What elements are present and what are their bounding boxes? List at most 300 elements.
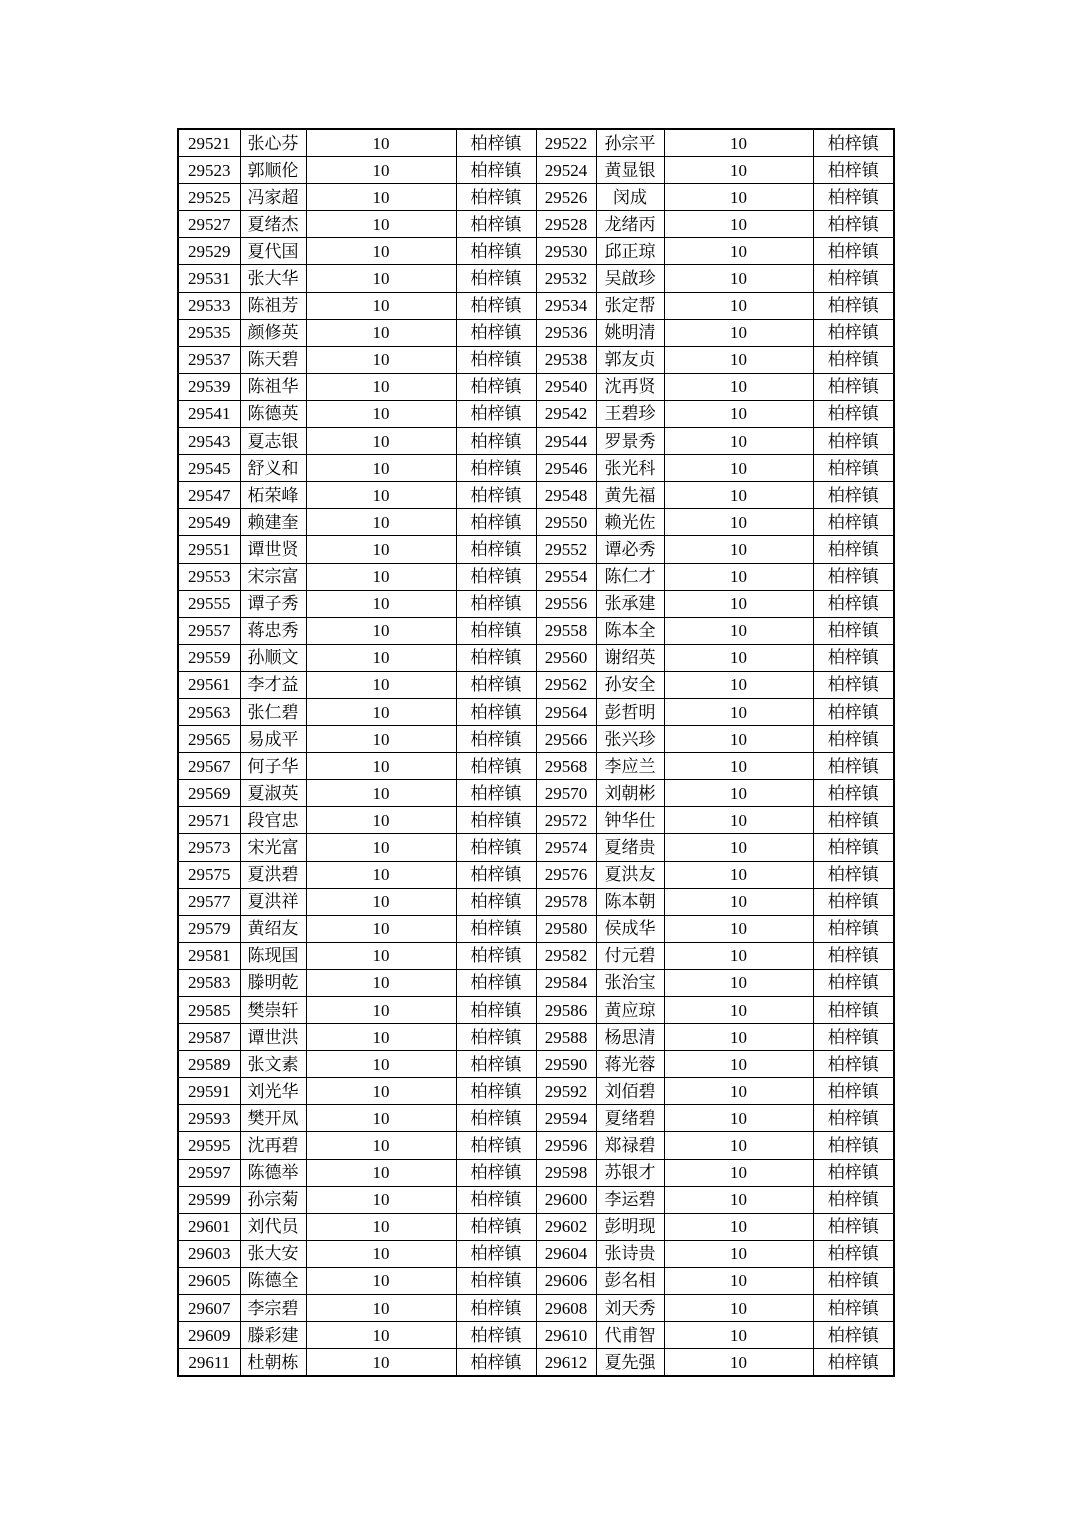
- id-cell: 29551: [178, 536, 240, 563]
- town-cell: 柏梓镇: [813, 644, 894, 671]
- id-cell: 29591: [178, 1078, 240, 1105]
- id-cell: 29552: [536, 536, 596, 563]
- id-cell: 29571: [178, 807, 240, 834]
- table-row: [178, 509, 894, 536]
- town-cell: 柏梓镇: [456, 726, 536, 753]
- name-cell: 张定帮: [596, 292, 664, 319]
- name-cell: 夏洪碧: [240, 861, 306, 888]
- town-cell: 柏梓镇: [456, 1186, 536, 1213]
- value-cell: 10: [664, 211, 813, 238]
- name-cell: 赖光佐: [596, 509, 664, 536]
- id-cell: 29585: [178, 997, 240, 1024]
- value-cell: 10: [664, 1295, 813, 1322]
- id-cell: 29559: [178, 644, 240, 671]
- value-cell: 10: [306, 1295, 456, 1322]
- name-cell: 张大华: [240, 265, 306, 292]
- name-cell: 侯成华: [596, 915, 664, 942]
- id-cell: 29526: [536, 184, 596, 211]
- table-row: [178, 671, 894, 698]
- id-cell: 29589: [178, 1051, 240, 1078]
- value-cell: 10: [306, 1213, 456, 1240]
- table-row: [178, 1051, 894, 1078]
- name-cell: 舒义和: [240, 455, 306, 482]
- name-cell: 陈仁才: [596, 563, 664, 590]
- value-cell: 10: [306, 211, 456, 238]
- id-cell: 29547: [178, 482, 240, 509]
- table-row: [178, 1078, 894, 1105]
- name-cell: 夏先强: [596, 1349, 664, 1377]
- value-cell: 10: [306, 482, 456, 509]
- table-row: [178, 1349, 894, 1377]
- value-cell: 10: [306, 184, 456, 211]
- value-cell: 10: [306, 861, 456, 888]
- value-cell: 10: [664, 671, 813, 698]
- town-cell: 柏梓镇: [456, 1132, 536, 1159]
- table-row: [178, 617, 894, 644]
- value-cell: 10: [664, 428, 813, 455]
- id-cell: 29594: [536, 1105, 596, 1132]
- id-cell: 29601: [178, 1213, 240, 1240]
- table-row: [178, 1322, 894, 1349]
- name-cell: 夏绪碧: [596, 1105, 664, 1132]
- town-cell: 柏梓镇: [456, 346, 536, 373]
- table-row: [178, 888, 894, 915]
- id-cell: 29555: [178, 590, 240, 617]
- name-cell: 张光科: [596, 455, 664, 482]
- value-cell: 10: [306, 780, 456, 807]
- name-cell: 何子华: [240, 753, 306, 780]
- town-cell: 柏梓镇: [456, 129, 536, 157]
- value-cell: 10: [306, 428, 456, 455]
- id-cell: 29563: [178, 698, 240, 725]
- name-cell: 夏淑英: [240, 780, 306, 807]
- table-row: [178, 1159, 894, 1186]
- id-cell: 29577: [178, 888, 240, 915]
- town-cell: 柏梓镇: [813, 753, 894, 780]
- town-cell: 柏梓镇: [813, 1105, 894, 1132]
- id-cell: 29544: [536, 428, 596, 455]
- name-cell: 赖建奎: [240, 509, 306, 536]
- value-cell: 10: [306, 915, 456, 942]
- name-cell: 吴啟珍: [596, 265, 664, 292]
- table-row: [178, 238, 894, 265]
- id-cell: 29521: [178, 129, 240, 157]
- id-cell: 29612: [536, 1349, 596, 1377]
- id-cell: 29599: [178, 1186, 240, 1213]
- value-cell: 10: [664, 753, 813, 780]
- name-cell: 龙绪丙: [596, 211, 664, 238]
- name-cell: 张兴珍: [596, 726, 664, 753]
- name-cell: 邱正琼: [596, 238, 664, 265]
- town-cell: 柏梓镇: [456, 400, 536, 427]
- value-cell: 10: [306, 807, 456, 834]
- value-cell: 10: [306, 238, 456, 265]
- town-cell: 柏梓镇: [456, 509, 536, 536]
- town-cell: 柏梓镇: [456, 1078, 536, 1105]
- town-cell: 柏梓镇: [813, 1322, 894, 1349]
- id-cell: 29609: [178, 1322, 240, 1349]
- town-cell: 柏梓镇: [813, 780, 894, 807]
- town-cell: 柏梓镇: [813, 915, 894, 942]
- table-row: [178, 1295, 894, 1322]
- id-cell: 29532: [536, 265, 596, 292]
- name-cell: 樊开凤: [240, 1105, 306, 1132]
- town-cell: 柏梓镇: [813, 1159, 894, 1186]
- value-cell: 10: [664, 1186, 813, 1213]
- value-cell: 10: [664, 1159, 813, 1186]
- town-cell: 柏梓镇: [813, 563, 894, 590]
- name-cell: 蒋光蓉: [596, 1051, 664, 1078]
- town-cell: 柏梓镇: [456, 915, 536, 942]
- name-cell: 彭明现: [596, 1213, 664, 1240]
- id-cell: 29584: [536, 969, 596, 996]
- table-row: [178, 265, 894, 292]
- id-cell: 29590: [536, 1051, 596, 1078]
- town-cell: 柏梓镇: [813, 211, 894, 238]
- town-cell: 柏梓镇: [456, 1349, 536, 1377]
- name-cell: 滕彩建: [240, 1322, 306, 1349]
- value-cell: 10: [306, 455, 456, 482]
- town-cell: 柏梓镇: [813, 509, 894, 536]
- id-cell: 29596: [536, 1132, 596, 1159]
- name-cell: 黄应琼: [596, 997, 664, 1024]
- id-cell: 29610: [536, 1322, 596, 1349]
- value-cell: 10: [664, 184, 813, 211]
- name-cell: 冯家超: [240, 184, 306, 211]
- value-cell: 10: [664, 1240, 813, 1267]
- id-cell: 29538: [536, 346, 596, 373]
- name-cell: 宋光富: [240, 834, 306, 861]
- value-cell: 10: [664, 1024, 813, 1051]
- id-cell: 29535: [178, 319, 240, 346]
- id-cell: 29541: [178, 400, 240, 427]
- table-row: [178, 1024, 894, 1051]
- id-cell: 29611: [178, 1349, 240, 1377]
- roster-table-container: [177, 128, 895, 1377]
- name-cell: 张心芬: [240, 129, 306, 157]
- town-cell: 柏梓镇: [813, 1132, 894, 1159]
- value-cell: 10: [664, 780, 813, 807]
- value-cell: 10: [664, 265, 813, 292]
- table-row: [178, 1105, 894, 1132]
- town-cell: 柏梓镇: [813, 1078, 894, 1105]
- name-cell: 夏绪贵: [596, 834, 664, 861]
- town-cell: 柏梓镇: [813, 1349, 894, 1377]
- town-cell: 柏梓镇: [456, 942, 536, 969]
- name-cell: 杨思清: [596, 1024, 664, 1051]
- value-cell: 10: [306, 373, 456, 400]
- id-cell: 29572: [536, 807, 596, 834]
- id-cell: 29593: [178, 1105, 240, 1132]
- town-cell: 柏梓镇: [813, 997, 894, 1024]
- id-cell: 29550: [536, 509, 596, 536]
- value-cell: 10: [664, 698, 813, 725]
- value-cell: 10: [664, 590, 813, 617]
- town-cell: 柏梓镇: [813, 346, 894, 373]
- id-cell: 29576: [536, 861, 596, 888]
- town-cell: 柏梓镇: [456, 1105, 536, 1132]
- table-row: [178, 1267, 894, 1294]
- value-cell: 10: [306, 346, 456, 373]
- value-cell: 10: [306, 834, 456, 861]
- table-row: [178, 400, 894, 427]
- town-cell: 柏梓镇: [456, 590, 536, 617]
- value-cell: 10: [664, 292, 813, 319]
- id-cell: 29545: [178, 455, 240, 482]
- value-cell: 10: [306, 536, 456, 563]
- table-row: [178, 211, 894, 238]
- town-cell: 柏梓镇: [813, 969, 894, 996]
- town-cell: 柏梓镇: [813, 590, 894, 617]
- name-cell: 蒋忠秀: [240, 617, 306, 644]
- id-cell: 29534: [536, 292, 596, 319]
- town-cell: 柏梓镇: [456, 807, 536, 834]
- id-cell: 29548: [536, 482, 596, 509]
- value-cell: 10: [306, 1078, 456, 1105]
- value-cell: 10: [664, 861, 813, 888]
- value-cell: 10: [306, 671, 456, 698]
- value-cell: 10: [664, 346, 813, 373]
- table-row: [178, 1213, 894, 1240]
- id-cell: 29570: [536, 780, 596, 807]
- id-cell: 29527: [178, 211, 240, 238]
- value-cell: 10: [306, 1240, 456, 1267]
- value-cell: 10: [664, 807, 813, 834]
- name-cell: 张仁碧: [240, 698, 306, 725]
- name-cell: 代甫智: [596, 1322, 664, 1349]
- table-row: [178, 807, 894, 834]
- town-cell: 柏梓镇: [456, 184, 536, 211]
- name-cell: 谭必秀: [596, 536, 664, 563]
- town-cell: 柏梓镇: [456, 753, 536, 780]
- name-cell: 李应兰: [596, 753, 664, 780]
- town-cell: 柏梓镇: [813, 671, 894, 698]
- id-cell: 29528: [536, 211, 596, 238]
- name-cell: 夏代国: [240, 238, 306, 265]
- value-cell: 10: [664, 726, 813, 753]
- table-row: [178, 292, 894, 319]
- id-cell: 29604: [536, 1240, 596, 1267]
- id-cell: 29588: [536, 1024, 596, 1051]
- id-cell: 29587: [178, 1024, 240, 1051]
- town-cell: 柏梓镇: [813, 184, 894, 211]
- table-row: [178, 319, 894, 346]
- name-cell: 陈祖芳: [240, 292, 306, 319]
- id-cell: 29608: [536, 1295, 596, 1322]
- value-cell: 10: [306, 157, 456, 184]
- id-cell: 29536: [536, 319, 596, 346]
- name-cell: 孙宗菊: [240, 1186, 306, 1213]
- town-cell: 柏梓镇: [456, 319, 536, 346]
- id-cell: 29525: [178, 184, 240, 211]
- value-cell: 10: [664, 400, 813, 427]
- id-cell: 29600: [536, 1186, 596, 1213]
- name-cell: 宋宗富: [240, 563, 306, 590]
- id-cell: 29592: [536, 1078, 596, 1105]
- id-cell: 29607: [178, 1295, 240, 1322]
- town-cell: 柏梓镇: [813, 400, 894, 427]
- value-cell: 10: [664, 1349, 813, 1377]
- town-cell: 柏梓镇: [456, 211, 536, 238]
- name-cell: 李才益: [240, 671, 306, 698]
- town-cell: 柏梓镇: [813, 536, 894, 563]
- town-cell: 柏梓镇: [813, 292, 894, 319]
- name-cell: 郭顺伦: [240, 157, 306, 184]
- id-cell: 29560: [536, 644, 596, 671]
- name-cell: 孙安全: [596, 671, 664, 698]
- id-cell: 29569: [178, 780, 240, 807]
- table-row: [178, 1132, 894, 1159]
- id-cell: 29605: [178, 1267, 240, 1294]
- town-cell: 柏梓镇: [456, 1213, 536, 1240]
- id-cell: 29530: [536, 238, 596, 265]
- table-row: [178, 969, 894, 996]
- name-cell: 陈德全: [240, 1267, 306, 1294]
- value-cell: 10: [306, 997, 456, 1024]
- id-cell: 29566: [536, 726, 596, 753]
- town-cell: 柏梓镇: [456, 1024, 536, 1051]
- table-row: [178, 373, 894, 400]
- town-cell: 柏梓镇: [813, 1051, 894, 1078]
- id-cell: 29564: [536, 698, 596, 725]
- value-cell: 10: [664, 644, 813, 671]
- value-cell: 10: [664, 319, 813, 346]
- name-cell: 陈本全: [596, 617, 664, 644]
- name-cell: 刘代员: [240, 1213, 306, 1240]
- value-cell: 10: [306, 1024, 456, 1051]
- id-cell: 29573: [178, 834, 240, 861]
- id-cell: 29557: [178, 617, 240, 644]
- name-cell: 闵成: [596, 184, 664, 211]
- table-row: [178, 482, 894, 509]
- value-cell: 10: [306, 563, 456, 590]
- id-cell: 29546: [536, 455, 596, 482]
- name-cell: 谭子秀: [240, 590, 306, 617]
- name-cell: 郑禄碧: [596, 1132, 664, 1159]
- name-cell: 沈再贤: [596, 373, 664, 400]
- value-cell: 10: [306, 292, 456, 319]
- table-row: [178, 942, 894, 969]
- id-cell: 29556: [536, 590, 596, 617]
- value-cell: 10: [664, 834, 813, 861]
- table-row: [178, 129, 894, 157]
- table-row: [178, 1240, 894, 1267]
- name-cell: 谭世贤: [240, 536, 306, 563]
- value-cell: 10: [306, 1267, 456, 1294]
- value-cell: 10: [664, 563, 813, 590]
- name-cell: 姚明清: [596, 319, 664, 346]
- town-cell: 柏梓镇: [456, 292, 536, 319]
- town-cell: 柏梓镇: [456, 997, 536, 1024]
- id-cell: 29537: [178, 346, 240, 373]
- name-cell: 夏洪友: [596, 861, 664, 888]
- id-cell: 29531: [178, 265, 240, 292]
- table-row: [178, 726, 894, 753]
- value-cell: 10: [306, 888, 456, 915]
- name-cell: 颜修英: [240, 319, 306, 346]
- id-cell: 29597: [178, 1159, 240, 1186]
- town-cell: 柏梓镇: [813, 1186, 894, 1213]
- value-cell: 10: [664, 238, 813, 265]
- value-cell: 10: [664, 509, 813, 536]
- value-cell: 10: [306, 590, 456, 617]
- town-cell: 柏梓镇: [813, 807, 894, 834]
- value-cell: 10: [664, 1078, 813, 1105]
- name-cell: 陈现国: [240, 942, 306, 969]
- town-cell: 柏梓镇: [813, 698, 894, 725]
- id-cell: 29522: [536, 129, 596, 157]
- value-cell: 10: [664, 915, 813, 942]
- name-cell: 夏绪杰: [240, 211, 306, 238]
- id-cell: 29529: [178, 238, 240, 265]
- town-cell: 柏梓镇: [813, 157, 894, 184]
- name-cell: 付元碧: [596, 942, 664, 969]
- value-cell: 10: [306, 509, 456, 536]
- value-cell: 10: [664, 1213, 813, 1240]
- town-cell: 柏梓镇: [456, 1051, 536, 1078]
- town-cell: 柏梓镇: [813, 428, 894, 455]
- id-cell: 29561: [178, 671, 240, 698]
- name-cell: 杜朝栋: [240, 1349, 306, 1377]
- town-cell: 柏梓镇: [813, 1024, 894, 1051]
- roster-table-body: [178, 129, 894, 1376]
- town-cell: 柏梓镇: [813, 1295, 894, 1322]
- table-row: [178, 834, 894, 861]
- value-cell: 10: [664, 1051, 813, 1078]
- value-cell: 10: [664, 157, 813, 184]
- id-cell: 29580: [536, 915, 596, 942]
- id-cell: 29558: [536, 617, 596, 644]
- name-cell: 刘佰碧: [596, 1078, 664, 1105]
- value-cell: 10: [306, 1322, 456, 1349]
- id-cell: 29578: [536, 888, 596, 915]
- value-cell: 10: [664, 373, 813, 400]
- value-cell: 10: [306, 698, 456, 725]
- name-cell: 谭世洪: [240, 1024, 306, 1051]
- name-cell: 滕明乾: [240, 969, 306, 996]
- id-cell: 29524: [536, 157, 596, 184]
- town-cell: 柏梓镇: [813, 455, 894, 482]
- town-cell: 柏梓镇: [456, 157, 536, 184]
- name-cell: 黄显银: [596, 157, 664, 184]
- value-cell: 10: [306, 617, 456, 644]
- town-cell: 柏梓镇: [456, 1267, 536, 1294]
- town-cell: 柏梓镇: [456, 617, 536, 644]
- name-cell: 柘荣峰: [240, 482, 306, 509]
- id-cell: 29553: [178, 563, 240, 590]
- town-cell: 柏梓镇: [456, 671, 536, 698]
- town-cell: 柏梓镇: [813, 942, 894, 969]
- name-cell: 樊崇轩: [240, 997, 306, 1024]
- town-cell: 柏梓镇: [456, 563, 536, 590]
- town-cell: 柏梓镇: [813, 888, 894, 915]
- value-cell: 10: [306, 265, 456, 292]
- name-cell: 苏银才: [596, 1159, 664, 1186]
- id-cell: 29595: [178, 1132, 240, 1159]
- town-cell: 柏梓镇: [813, 238, 894, 265]
- name-cell: 刘朝彬: [596, 780, 664, 807]
- roster-table: [177, 128, 895, 1377]
- table-row: [178, 861, 894, 888]
- name-cell: 李运碧: [596, 1186, 664, 1213]
- value-cell: 10: [306, 969, 456, 996]
- table-row: [178, 698, 894, 725]
- name-cell: 黄绍友: [240, 915, 306, 942]
- town-cell: 柏梓镇: [456, 888, 536, 915]
- name-cell: 张治宝: [596, 969, 664, 996]
- town-cell: 柏梓镇: [813, 834, 894, 861]
- town-cell: 柏梓镇: [456, 536, 536, 563]
